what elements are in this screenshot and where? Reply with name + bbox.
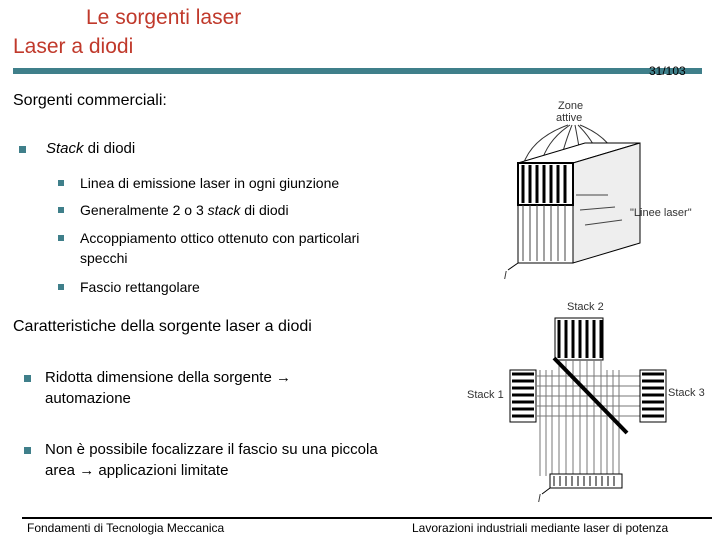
footer-lecture-title: Lavorazioni industriali mediante laser di potenza — [412, 521, 669, 535]
bullet-stack-di-diodi — [46, 138, 135, 159]
label-l-bottom: l — [538, 493, 541, 505]
label-stack-3: Stack 3 — [668, 387, 705, 399]
sub-item-post: di diodi — [240, 202, 289, 218]
bullet-rest-text: di diodi — [83, 140, 136, 157]
label-zone: Zone — [558, 100, 584, 112]
sub-item-line2: specchi — [80, 250, 128, 266]
footer-divider — [22, 517, 712, 519]
slide-title-line2: Laser a diodi — [13, 35, 134, 58]
feature-line1: Ridotta dimensione della sorgente → — [45, 369, 291, 386]
sub-bullet-square-icon — [58, 207, 64, 213]
feature-non-possibile — [45, 439, 378, 481]
section2-heading: Caratteristiche della sorgente laser a diodi — [13, 318, 312, 335]
bullet-square-icon — [24, 447, 31, 454]
sub-item-pre: Generalmente 2 o 3 — [80, 202, 208, 218]
sub-item-line1: Accoppiamento ottico ottenuto con particolari — [80, 230, 360, 246]
feature-line1: Non è possibile focalizzare il fascio su una piccola — [45, 441, 378, 458]
label-linee-laser: "Linee laser" — [630, 207, 692, 219]
section1-heading: Sorgenti commerciali: — [13, 92, 167, 109]
bullet-square-icon — [19, 146, 26, 153]
label-stack-1: Stack 1 — [467, 389, 504, 401]
slide-title-line1: Le sorgenti laser — [86, 6, 242, 29]
feature-line2: automazione — [45, 390, 131, 407]
sub-bullet-square-icon — [58, 235, 64, 241]
sub-item-linea: Linea di emissione laser in ogni giunzione — [80, 175, 340, 191]
feature-ridotta — [45, 367, 291, 409]
feature-line2: area → applicazioni limitate — [45, 462, 229, 479]
bullet-square-icon — [24, 375, 31, 382]
footer-course-title: Fondamenti di Tecnologia Meccanica — [27, 521, 225, 535]
bullet-italic-text: Stack — [46, 140, 84, 157]
header-divider — [13, 68, 702, 74]
page-number: 31/103 — [649, 64, 686, 78]
label-stack-2: Stack 2 — [567, 301, 604, 313]
sub-bullet-square-icon — [58, 180, 64, 186]
sub-item-accoppiamento — [80, 228, 359, 268]
sub-bullet-square-icon — [58, 284, 64, 290]
label-attive: attive — [556, 112, 583, 124]
label-l: l — [504, 270, 507, 282]
sub-item-generalmente — [80, 200, 289, 220]
sub-item-fascio: Fascio rettangolare — [80, 279, 200, 295]
stack-coupling-diagram — [462, 298, 712, 508]
diode-stack-diagram — [490, 95, 705, 285]
sub-item-italic: stack — [207, 202, 241, 218]
